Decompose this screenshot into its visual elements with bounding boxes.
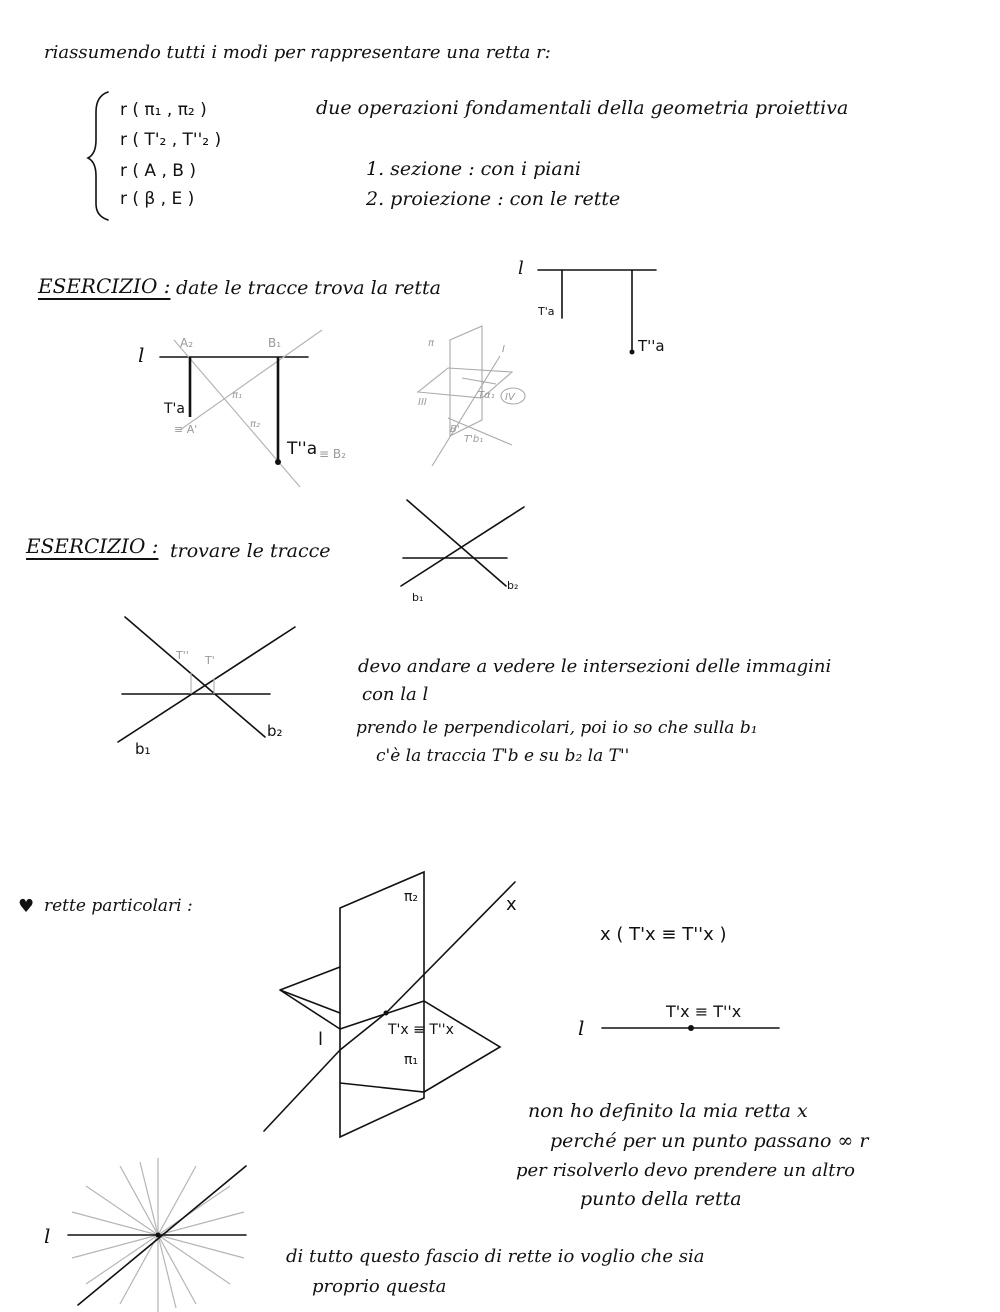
fig1-eqB-label: ≡ B₂ [319,447,346,461]
particular-note-3: per risolverlo devo prendere un altro [516,1160,855,1181]
exercise1-label: ESERCIZIO : [38,274,171,298]
sketch-III-label: III [418,397,427,408]
operations-title: due operazioni fondamentali della geometria proiettiva [316,97,849,119]
fig3-line-tx-label: T'x ≡ T''x [666,1002,742,1021]
fig3-pi2-label: π₂ [404,889,419,905]
pi2-label: π₂ [250,419,261,430]
sketch-trace1-label: Tα₁ [478,390,495,401]
exercise2-note-2: con la l [362,684,429,705]
fig1-small-t2a-label: T''a [638,337,665,355]
heart-bullet: ♥ [18,896,35,917]
fig2-small-b2-label: b₂ [507,579,519,592]
sketch-b-label: B' [450,424,460,435]
exercise2-note-3: prendo le perpendicolari, poi io so che sulla b₁ [356,718,758,738]
fig2-t2-label: T'' [176,649,189,662]
fig2-small-b1-label: b₁ [412,591,424,604]
sketch-pi-label: π [428,338,435,349]
exercise2-note-4: c'è la traccia T'b e su b₂ la T'' [376,746,630,766]
intro-heading: riassumendo tutti i modi per rappresentare una retta r: [44,42,551,63]
fig1-ta-label: T'a [164,401,185,417]
brace-item-1: r ( π₁ , π₂ ) [120,100,207,120]
fig1-l-label: l [138,343,145,367]
particular-title: rette particolari : [44,896,193,916]
pencil-note-2: proprio questa [312,1276,447,1297]
pencil-note-1: di tutto questo fascio di rette io voglio che sia [286,1246,705,1267]
exercise2-note-1: devo andare a vedere le intersezioni delle immagini [358,656,832,677]
operation-2: 2. proiezione : con le rette [366,188,621,210]
fig2-b2-label: b₂ [267,722,283,740]
brace [88,92,108,220]
fig3-x-label: x [506,894,517,915]
operation-1: 1. sezione : con i piani [366,158,582,180]
fig1-a2-label: A₂ [180,336,194,350]
fig2-t1-label: T' [205,654,215,667]
brace-item-2: r ( T'₂ , T''₂ ) [120,130,222,150]
particular-note-2: perché per un punto passano ∞ r [550,1130,869,1152]
exercise2-text: trovare le tracce [170,540,331,562]
fig1-b1-label: B₁ [268,336,282,350]
fig3-tx-label: T'x ≡ T''x [388,1022,454,1038]
brace-item-3: r ( A , B ) [120,161,196,181]
pencil-of-lines [68,1158,246,1312]
particular-projection [602,1025,779,1031]
pencil-l-label: l [44,1224,51,1248]
fig1-t2a-label: T''a [287,439,318,459]
particular-note-1: non ho definito la mia retta x [528,1100,808,1122]
fig1-small-ta-label: T'a [538,305,555,318]
particular-3d-figure [264,872,515,1137]
pi1-label: π₁ [232,390,243,401]
fig3-line-l-label: l [578,1016,585,1040]
exercise2-label: ESERCIZIO : [26,534,159,558]
particular-note-4: punto della retta [580,1188,742,1210]
exercise1-3d-sketch [418,326,525,466]
fig2-b1-label: b₁ [135,740,151,758]
exercise1-text: date le tracce trova la retta [176,277,442,299]
sketch-trace2-label: T'b₁ [464,434,484,445]
fig3-l-label: l [318,1029,324,1050]
sketch-IV-label: IV [505,392,515,403]
particular-formula: x ( T'x ≡ T''x ) [600,924,727,945]
brace-item-4: r ( β , E ) [120,189,195,209]
exercise2-given-figure [401,500,524,586]
fig3-pi1-label: π₁ [404,1052,419,1068]
fig1-eqA-label: ≡ A' [174,423,198,436]
fig1-small-l-label: l [518,258,524,279]
sketch-I-label: I [502,344,505,355]
